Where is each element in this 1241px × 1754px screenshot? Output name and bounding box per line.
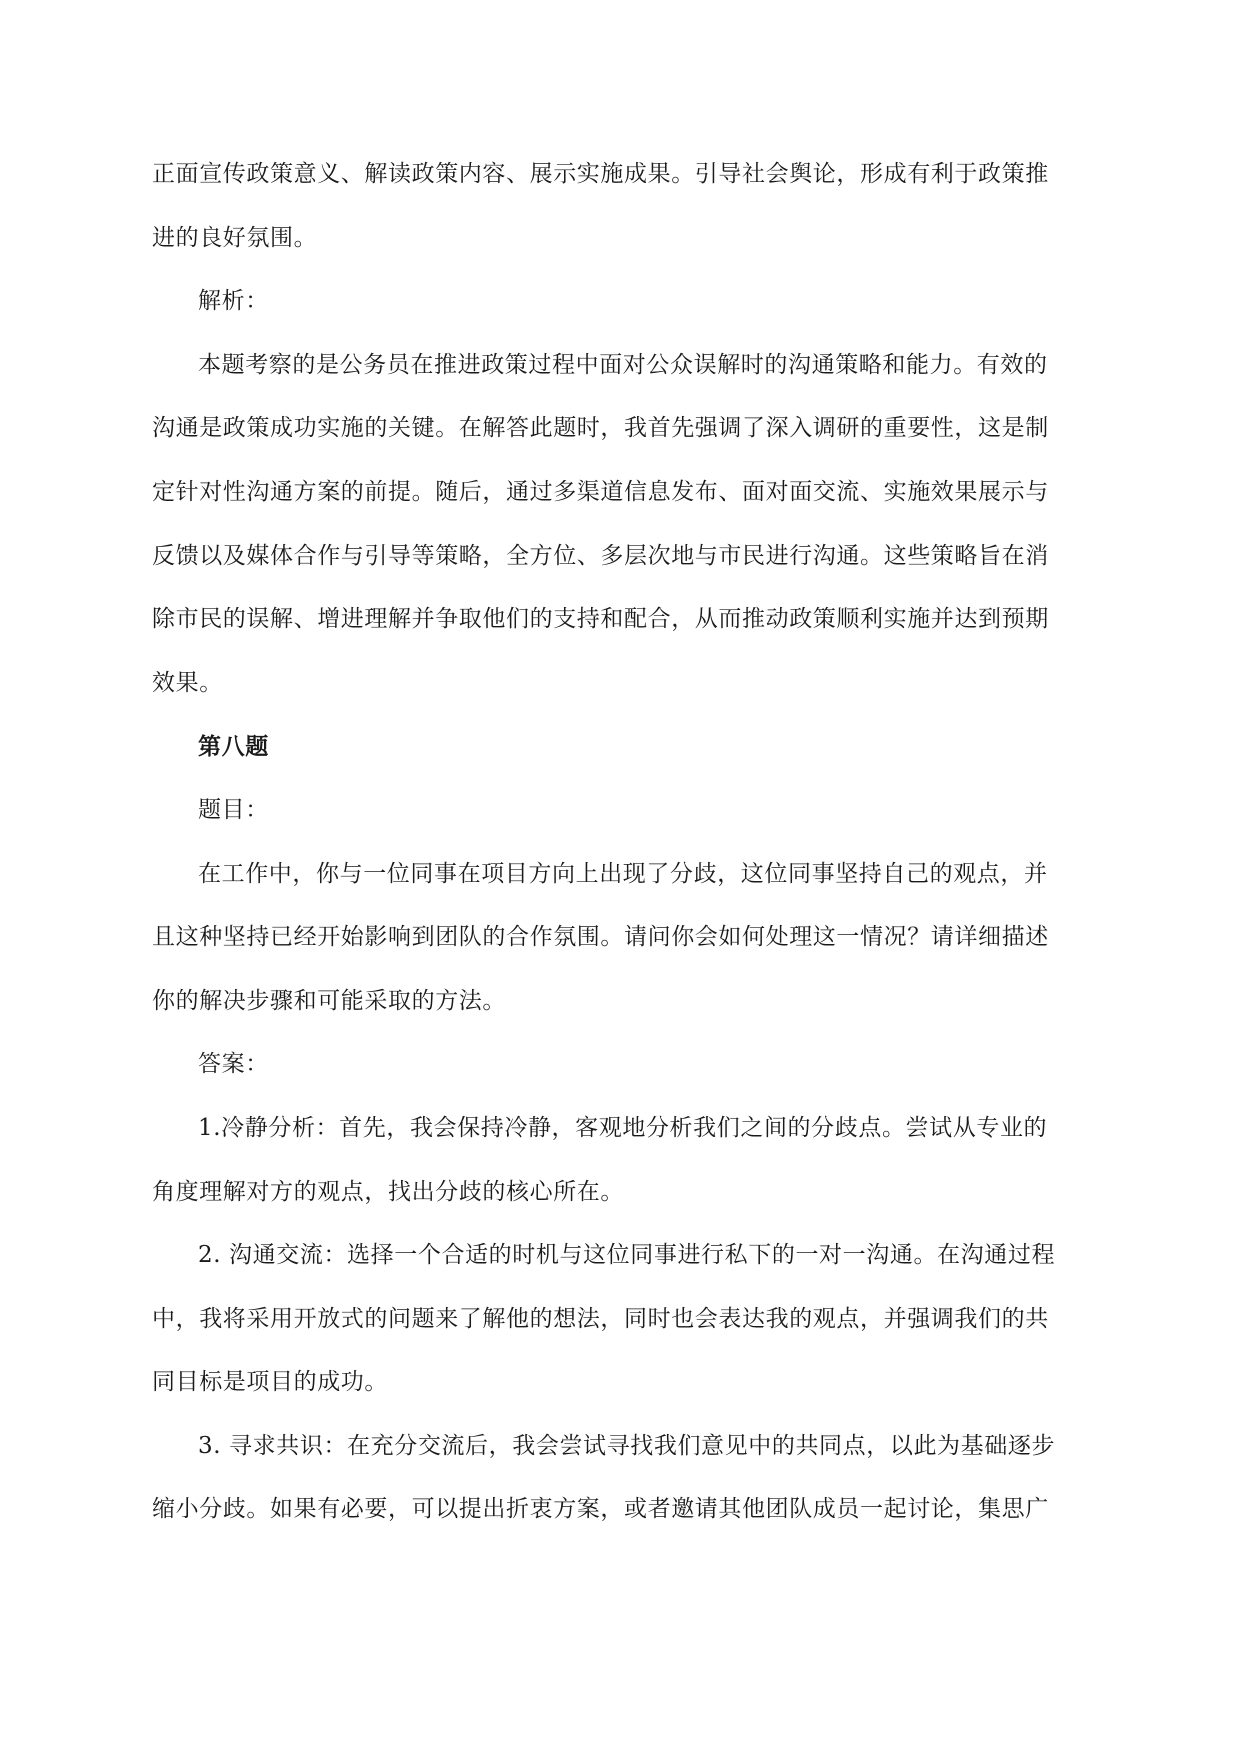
text-line: 在工作中，你与一位同事在项目方向上出现了分歧，这位同事坚持自己的观点，并 xyxy=(198,860,1048,887)
paragraph-analysis xyxy=(152,334,1092,716)
text-line: 本题考察的是公务员在推进政策过程中面对公众误解时的沟通策略和能力。有效的 xyxy=(198,351,1048,378)
paragraph-policy-promotion xyxy=(152,143,1092,270)
text-line: 中，我将采用开放式的问题来了解他的想法，同时也会表达我的观点，并强调我们的共 xyxy=(152,1305,1049,1332)
analysis-label: 解析： xyxy=(198,288,269,315)
text-line: 定针对性沟通方案的前提。随后，通过多渠道信息发布、面对面交流、实施效果展示与 xyxy=(152,478,1049,505)
text-line: 同目标是项目的成功。 xyxy=(152,1369,388,1396)
section-title: 第八题 xyxy=(198,733,269,761)
text-line: 除市民的误解、增进理解并争取他们的支持和配合，从而推动政策顺利实施并达到预期 xyxy=(152,606,1049,633)
text-line: 缩小分歧。如果有必要，可以提出折衷方案，或者邀请其他团队成员一起讨论，集思广 xyxy=(152,1496,1049,1523)
text-line: 沟通是政策成功实施的关键。在解答此题时，我首先强调了深入调研的重要性，这是制 xyxy=(152,415,1049,442)
paragraph-question xyxy=(152,843,1092,1034)
text-line: 效果。 xyxy=(152,669,223,696)
question-label: 题目： xyxy=(198,796,269,823)
text-line: 且这种坚持已经开始影响到团队的合作氛围。请问你会如何处理这一情况？请详细描述 xyxy=(152,924,1049,951)
text-line: 2. 沟通交流：选择一个合适的时机与这位同事进行私下的一对一沟通。在沟通过程 xyxy=(198,1242,1056,1269)
answer-item-1 xyxy=(152,1097,1092,1224)
text-line: 3. 寻求共识：在充分交流后，我会尝试寻找我们意见中的共同点，以此为基础逐步 xyxy=(198,1432,1056,1459)
text-line: 正面宣传政策意义、解读政策内容、展示实施成果。引导社会舆论，形成有利于政策推 xyxy=(152,161,1049,187)
text-line: 角度理解对方的观点，找出分歧的核心所在。 xyxy=(152,1178,624,1205)
answer-item-3 xyxy=(152,1415,1092,1542)
text-line: 进的良好氛围。 xyxy=(152,224,318,251)
answer-item-2 xyxy=(152,1224,1092,1415)
document-body xyxy=(152,143,1092,1542)
text-line: 反馈以及媒体合作与引导等策略，全方位、多层次地与市民进行沟通。这些策略旨在消 xyxy=(152,542,1049,569)
text-line: 1.冷静分析：首先，我会保持冷静，客观地分析我们之间的分歧点。尝试从专业的 xyxy=(198,1114,1048,1141)
answer-label: 答案： xyxy=(198,1051,269,1078)
text-line: 你的解决步骤和可能采取的方法。 xyxy=(152,987,506,1014)
